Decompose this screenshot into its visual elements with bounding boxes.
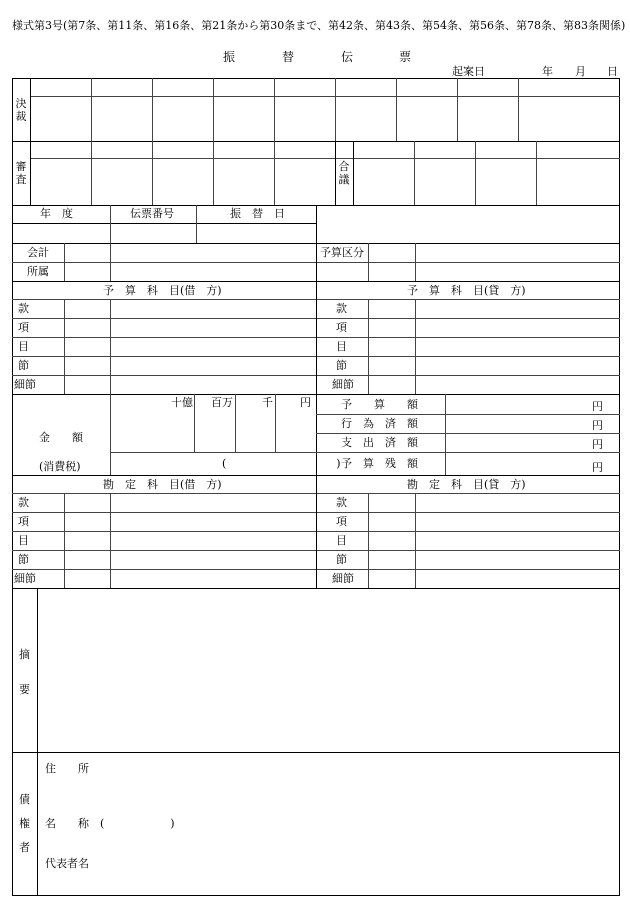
- budget-credit-row-label: 細節: [332, 378, 354, 391]
- accounting-label: 会計: [27, 246, 49, 259]
- unit-thousand: 千: [262, 396, 273, 409]
- budget-credit-header: 予 算 科 目(貸 方): [407, 284, 526, 297]
- budget-debit-header: 予 算 科 目(借 方): [103, 284, 222, 297]
- budget-debit-row-label: 項: [18, 321, 29, 334]
- unit-million: 百万: [211, 396, 233, 409]
- amount-right-row: [316, 414, 620, 415]
- decision-col: [213, 78, 214, 141]
- ledger-debit-header: 勘 定 科 目(借 方): [103, 478, 222, 491]
- creditor-label-char: 者: [19, 841, 30, 854]
- budget-debit-row-label: 細節: [14, 378, 36, 391]
- ledger-credit-row-label: 項: [336, 515, 347, 528]
- creditor-label-char: 権: [19, 817, 30, 830]
- review-col: [152, 141, 153, 205]
- form-caption: 様式第3号(第7条、第11条、第16条、第21条から第30条まで、第42条、第43条、第54条、第56条、第78条、第83条関係): [12, 19, 626, 32]
- consultation-label: 合議: [338, 160, 350, 187]
- title-char-4: 票: [399, 50, 412, 64]
- summary-label-char: 要: [19, 683, 30, 696]
- draft-date-label: 起案日: [452, 65, 485, 78]
- decision-subline: [30, 96, 620, 97]
- creditor-name-label: 名 称 ( ): [45, 817, 175, 830]
- ledger-debit-row-label: 節: [18, 553, 29, 566]
- budget-credit-row-label: 項: [336, 321, 347, 334]
- yen-unit: 円: [592, 400, 603, 413]
- amount-digit-col: [275, 394, 276, 452]
- decision-col: [152, 78, 153, 141]
- committed-amount-label: 行 為 済 額: [341, 417, 418, 430]
- ledger-credit-row-label: 款: [336, 496, 347, 509]
- consultation-label-divider: [353, 141, 354, 205]
- yen-unit: 円: [592, 438, 603, 451]
- voucher-no-label: 伝票番号: [130, 207, 174, 220]
- creditor-label-divider: [37, 752, 38, 896]
- amount-digit-col: [235, 394, 236, 452]
- budget-center-divider: [316, 281, 317, 394]
- yen-unit: 円: [592, 461, 603, 474]
- decision-col: [457, 78, 458, 141]
- amount-label-divider: [110, 394, 111, 475]
- ledger-col: [415, 493, 416, 588]
- ledger-col: [368, 493, 369, 588]
- budget-col: [368, 299, 369, 394]
- consultation-col: [414, 141, 415, 205]
- amount-tax-line: [110, 452, 316, 453]
- amount-right-col: [445, 394, 446, 475]
- amount-label: 金 額: [39, 431, 83, 444]
- remaining-amount-label: 予 算 残 額: [341, 457, 418, 470]
- decision-col: [335, 78, 336, 141]
- ledger-credit-row-label: 目: [336, 534, 347, 547]
- tax-label: (消費税): [39, 460, 81, 473]
- info-col: [110, 243, 111, 281]
- decision-col: [518, 78, 519, 141]
- yen-unit: 円: [592, 419, 603, 432]
- summary-field[interactable]: [38, 589, 619, 751]
- consultation-col: [536, 141, 537, 205]
- month-label: 月: [575, 65, 586, 78]
- approval-sep-1: [12, 141, 620, 142]
- review-col: [91, 141, 92, 205]
- decision-label: 決裁: [15, 97, 27, 124]
- review-col: [274, 141, 275, 205]
- consultation-col: [475, 141, 476, 205]
- budget-col: [64, 299, 65, 394]
- review-label: 審査: [15, 160, 27, 187]
- info-col: [196, 205, 197, 243]
- decision-col: [91, 78, 92, 141]
- creditor-address-label: 住 所: [45, 762, 89, 775]
- ledger-center-divider: [316, 475, 317, 588]
- ledger-debit-row-label: 款: [18, 496, 29, 509]
- ledger-col: [64, 493, 65, 588]
- budget-amount-label: 予 算 額: [341, 398, 418, 411]
- budget-col: [110, 299, 111, 394]
- creditor-rep-label: 代表者名: [45, 857, 89, 870]
- ledger-col: [110, 493, 111, 588]
- title-char-2: 替: [282, 50, 295, 64]
- year-label: 年: [542, 65, 553, 78]
- creditor-label-char: 債: [19, 793, 30, 806]
- ledger-debit-row-label: 細節: [14, 572, 36, 585]
- consultation-divider: [335, 141, 336, 205]
- fiscal-year-label: 年 度: [40, 207, 73, 220]
- budget-debit-row-label: 目: [18, 340, 29, 353]
- title-char-3: 伝: [341, 50, 354, 64]
- decision-col: [396, 78, 397, 141]
- info-col: [110, 205, 111, 243]
- day-label: 日: [607, 65, 618, 78]
- ledger-credit-header: 勘 定 科 目(貸 方): [407, 478, 526, 491]
- tax-paren: ( ): [222, 457, 341, 470]
- unit-yen: 円: [300, 396, 311, 409]
- info-col: [368, 243, 369, 281]
- budget-col: [415, 299, 416, 394]
- ledger-debit-row-label: 目: [18, 534, 29, 547]
- unit-billion: 十億: [171, 396, 193, 409]
- budget-credit-row-label: 目: [336, 340, 347, 353]
- budget-credit-row-label: 款: [336, 302, 347, 315]
- ledger-debit-row-label: 項: [18, 515, 29, 528]
- decision-col: [274, 78, 275, 141]
- info-col: [64, 243, 65, 281]
- budget-debit-row-label: 節: [18, 359, 29, 372]
- budget-debit-row-label: 款: [18, 302, 29, 315]
- ledger-credit-row-label: 細節: [332, 572, 354, 585]
- info-center-divider: [316, 205, 317, 281]
- info-col: [415, 243, 416, 281]
- ledger-credit-row-label: 節: [336, 553, 347, 566]
- review-col: [213, 141, 214, 205]
- decision-label-divider: [30, 78, 31, 205]
- info-line: [12, 223, 316, 224]
- title-char-1: 振: [223, 50, 236, 64]
- summary-bottom: [12, 752, 620, 753]
- amount-right-row: [316, 433, 620, 434]
- budget-category-label: 予算区分: [320, 246, 364, 259]
- summary-label-char: 摘: [19, 648, 30, 661]
- dept-label: 所属: [27, 265, 49, 278]
- amount-right-row: [316, 452, 620, 453]
- budget-credit-row-label: 節: [336, 359, 347, 372]
- amount-digit-col: [194, 394, 195, 452]
- expended-amount-label: 支 出 済 額: [341, 436, 418, 449]
- review-subline: [30, 158, 620, 159]
- transfer-date-label: 振 替 日: [230, 207, 285, 220]
